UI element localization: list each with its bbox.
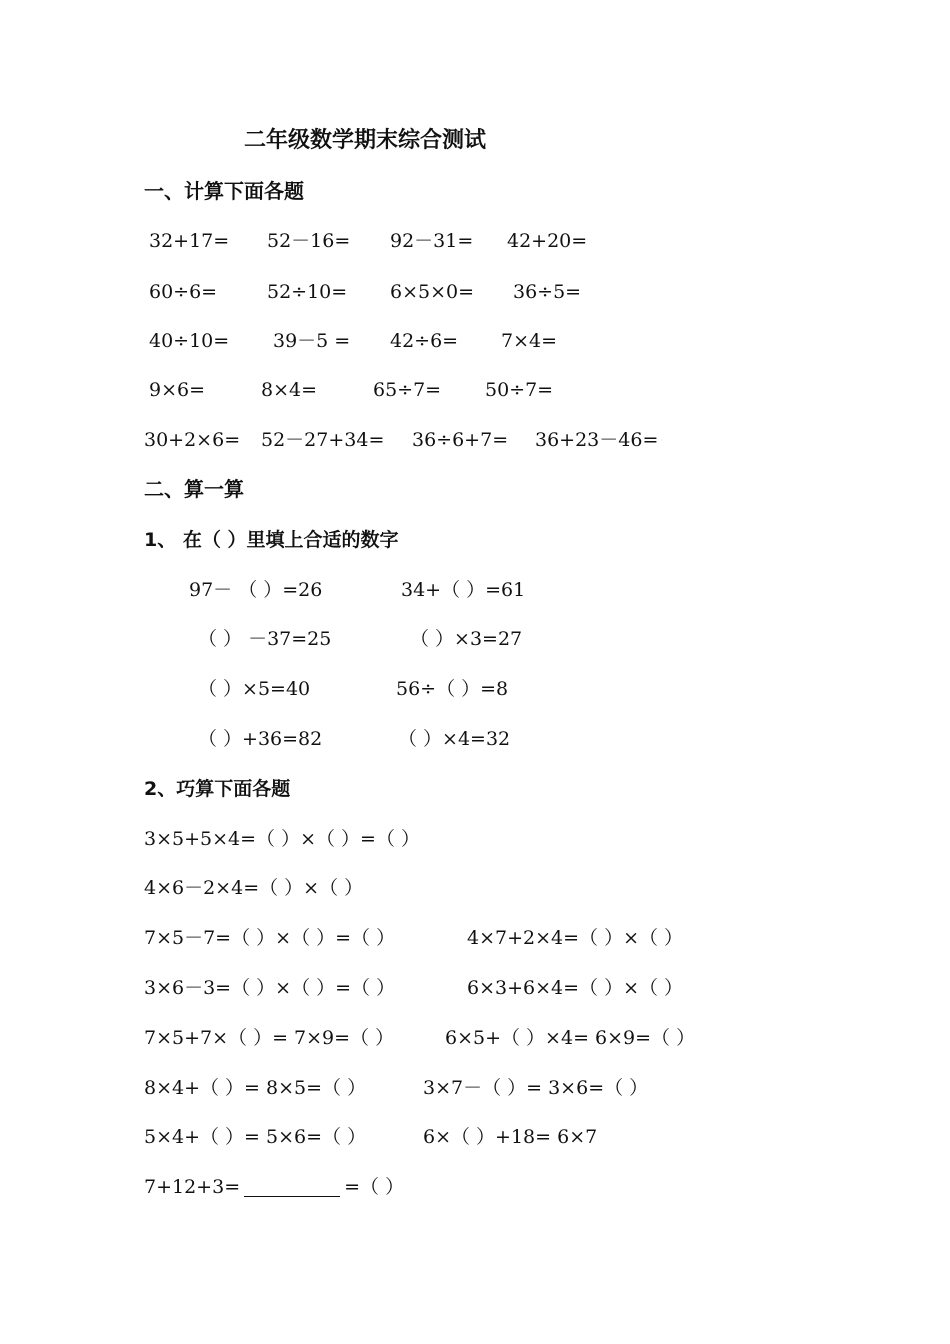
calc-problem: 8×4= — [261, 379, 318, 401]
calc-problem: 52÷10= — [267, 281, 348, 303]
calc-problem: 7×4= — [501, 330, 558, 352]
fill-blank-problem: （ ） －37=25 — [198, 628, 332, 650]
fill-blank-problem: （ ）×4=32 — [398, 728, 511, 750]
part-1-heading: 1、 在（ ）里填上合适的数字 — [144, 529, 399, 551]
fill-blank-problem: 56÷（ ）=8 — [396, 678, 509, 700]
calc-problem: 36÷5= — [513, 281, 582, 303]
clever-calc-problem: 7×5－7=（ ）×（ ）=（ ） — [144, 927, 396, 949]
calc-problem: 32+17= — [149, 230, 230, 252]
clever-calc-problem: 4×7+2×4=（ ）×（ ） — [467, 927, 684, 949]
page-title: 二年级数学期末综合测试 — [244, 128, 487, 153]
last-row-right: =（ ） — [344, 1176, 405, 1198]
section-2-heading: 二、算一算 — [144, 477, 244, 501]
clever-calc-problem: 6×5+（ ）×4= 6×9=（ ） — [445, 1027, 696, 1049]
clever-calc-problem: 8×4+（ ）= 8×5=（ ） — [144, 1077, 367, 1099]
calc-problem: 39－5 = — [273, 330, 351, 352]
fill-blank-problem: 97－ （ ）=26 — [189, 579, 323, 601]
calc-problem: 42÷6= — [390, 330, 459, 352]
calc-problem: 52－27+34= — [261, 429, 385, 451]
answer-blank-line[interactable] — [244, 1178, 340, 1197]
clever-calc-problem: 4×6－2×4=（ ）×（ ） — [144, 877, 364, 899]
calc-problem: 92－31= — [390, 230, 474, 252]
clever-calc-problem: 5×4+（ ）= 5×6=（ ） — [144, 1126, 367, 1148]
clever-calc-problem: 6×3+6×4=（ ）×（ ） — [467, 977, 684, 999]
calc-problem: 65÷7= — [373, 379, 442, 401]
clever-calc-problem: 3×7－（ ）= 3×6=（ ） — [423, 1077, 649, 1099]
calc-problem: 36÷6+7= — [412, 429, 509, 451]
calc-problem: 36+23－46= — [535, 429, 659, 451]
clever-calc-problem: 6×（ ）+18= 6×7 — [423, 1126, 598, 1148]
clever-calc-last-row — [144, 1175, 404, 1199]
calc-problem: 9×6= — [149, 379, 206, 401]
section-1-heading: 一、计算下面各题 — [144, 179, 304, 203]
calc-problem: 60÷6= — [149, 281, 218, 303]
fill-blank-problem: （ ）×5=40 — [198, 678, 311, 700]
fill-blank-problem: （ ）×3=27 — [410, 628, 523, 650]
part-2-heading: 2、巧算下面各题 — [144, 778, 291, 800]
clever-calc-problem: 7×5+7×（ ）= 7×9=（ ） — [144, 1027, 395, 1049]
calc-problem: 40÷10= — [149, 330, 230, 352]
calc-problem: 50÷7= — [485, 379, 554, 401]
calc-problem: 42+20= — [507, 230, 588, 252]
clever-calc-problem: 3×5+5×4=（ ）×（ ）=（ ） — [144, 828, 420, 850]
last-row-left: 7+12+3= — [144, 1176, 241, 1198]
calc-problem: 30+2×6= — [144, 429, 241, 451]
calc-problem: 6×5×0= — [390, 281, 475, 303]
clever-calc-problem: 3×6－3=（ ）×（ ）=（ ） — [144, 977, 396, 999]
fill-blank-problem: （ ）+36=82 — [198, 728, 323, 750]
calc-problem: 52－16= — [267, 230, 351, 252]
fill-blank-problem: 34+（ ）=61 — [401, 579, 526, 601]
